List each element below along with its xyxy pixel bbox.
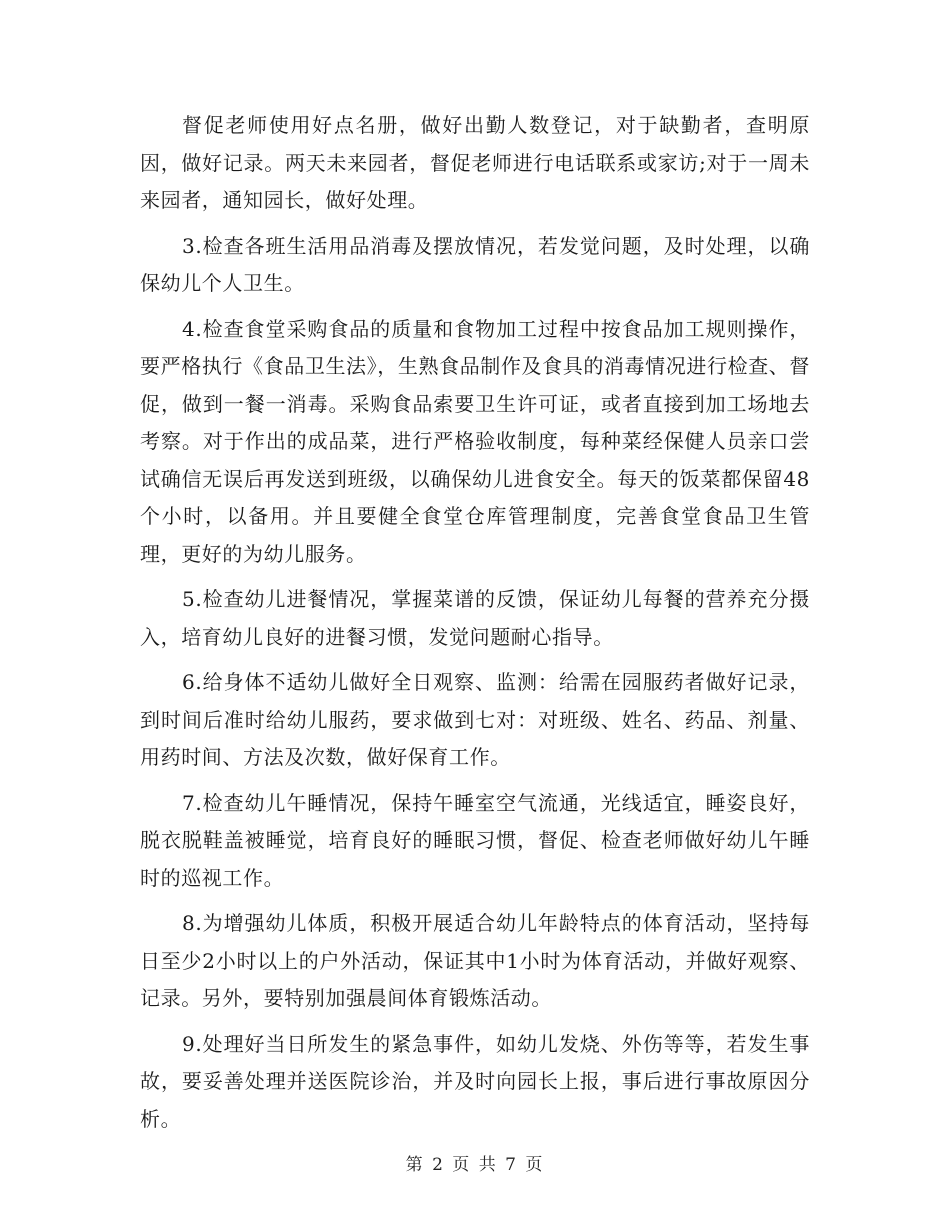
paragraph-item-6: 6.给身体不适幼儿做好全日观察、监测：给需在园服药者做好记录，到时间后准时给幼儿服药，要求做到七对：对班级、姓名、药品、剂量、用药时间、方法及次数，做好保育工作。 [140, 670, 810, 769]
page-number-label: 第 2 页 共 7 页 [405, 1155, 545, 1175]
document-body [140, 107, 810, 1146]
paragraph-item-5: 5.检查幼儿进餐情况，掌握菜谱的反馈，保证幼儿每餐的营养充分摄入，培育幼儿良好的进餐习惯，发觉问题耐心指导。 [140, 587, 810, 649]
paragraph-item-3: 3.检查各班生活用品消毒及摆放情况，若发觉问题，及时处理，以确保幼儿个人卫生。 [140, 233, 810, 295]
paragraph-item-9: 9.处理好当日所发生的紧急事件，如幼儿发烧、外伤等等，若发生事故，要妥善处理并送医院诊治，并及时向园长上报，事后进行事故原因分析。 [140, 1031, 810, 1131]
paragraph-item-7: 7.检查幼儿午睡情况，保持午睡室空气流通，光线适宜，睡姿良好，脱衣脱鞋盖被睡觉，培育良好的睡眠习惯，督促、检查老师做好幼儿午睡时的巡视工作。 [140, 790, 810, 890]
paragraph-item-4: 4.检查食堂采购食品的质量和食物加工过程中按食品加工规则操作，要严格执行《食品卫生法》，生熟食品制作及食具的消毒情况进行检查、督促，做到一餐一消毒。采购食品索要卫生许可证，或者直接到加工场地去考察。对于作出的成品菜，进行严格验收制度，每种菜经保健人员亲口尝试确信无误后再发送到班级，以确保幼儿进食安全。每天的饭菜都保留48个小时，以备用。并且要健全食堂仓库管理制度，完善食堂食品卫生管理，更好的为幼儿服务。 [140, 316, 810, 566]
page-footer [0, 1150, 950, 1175]
paragraph-attendance-continued: 督促老师使用好点名册，做好出勤人数登记，对于缺勤者，查明原因，做好记录。两天未来园者，督促老师进行电话联系或家访;对于一周未来园者，通知园长，做好处理。 [140, 113, 810, 212]
paragraph-item-8: 8.为增强幼儿体质，积极开展适合幼儿年龄特点的体育活动，坚持每日至少2小时以上的户外活动，保证其中1小时为体育活动，并做好观察、记录。另外，要特别加强晨间体育锻炼活动。 [140, 911, 810, 1010]
